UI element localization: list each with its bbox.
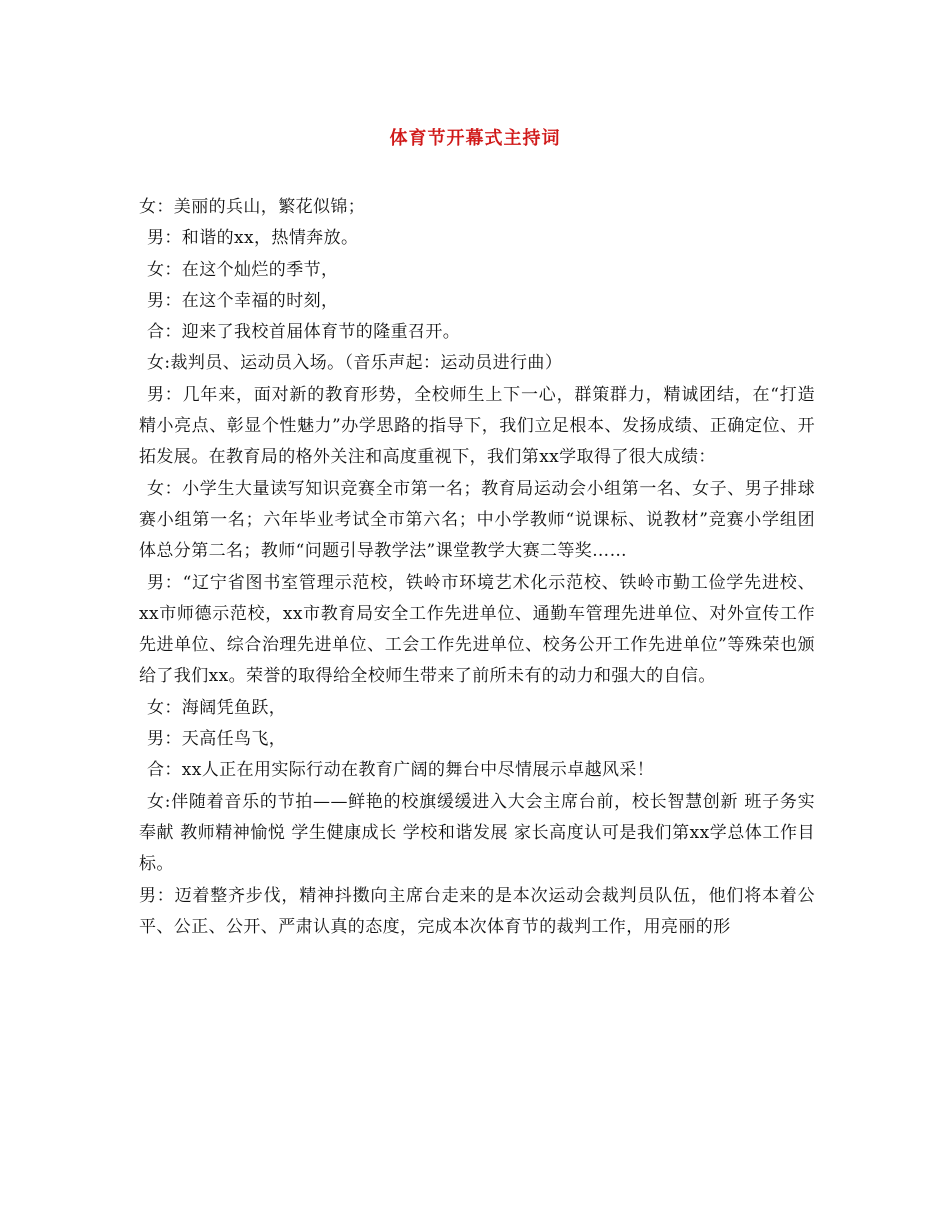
paragraph: 男：和谐的xx，热情奔放。 — [147, 228, 359, 249]
document-title: 体育节开幕式主持词 — [389, 128, 561, 149]
paragraph: 女：海阔凭鱼跃， — [147, 697, 287, 718]
document-body — [139, 192, 815, 943]
paragraph: 男：天高任鸟飞， — [147, 729, 287, 750]
paragraph: 男：几年来，面对新的教育形势，全校师生上下一心，群策群力，精诚团结，在“打造精小亮点、彰显个性魅力”办学思路的指导下，我们立足根本、发扬成绩、正确定位、开拓发展。在教育局的格外关注和高度重视下，我们第xx学取得了很大成绩： — [139, 384, 815, 468]
paragraph: 女：在这个灿烂的季节， — [147, 259, 339, 280]
paragraph: 男：“辽宁省图书室管理示范校，铁岭市环境艺术化示范校、铁岭市勤工俭学先进校、xx市师德示范校，xx市教育局安全工作先进单位、通勤车管理先进单位、对外宣传工作先进单位、综合治理先进单位、工会工作先进单位、校务公开工作先进单位”等殊荣也颁给了我们xx。荣誉的取得给全校师生带来了前所未有的动力和强大的自信。 — [139, 572, 815, 687]
paragraph: 女:裁判员、运动员入场。（音乐声起：运动员进行曲） — [147, 353, 563, 374]
paragraph: 女:伴随着音乐的节拍——鲜艳的校旗缓缓进入大会主席台前，校长智慧创新 班子务实奉献 教师精神愉悦 学生健康成长 学校和谐发展 家长高度认可是我们第xx学总体工作目标。 — [139, 791, 815, 875]
paragraph: 合：xx人正在用实际行动在教育广阔的舞台中尽情展示卓越风采！ — [147, 760, 655, 781]
paragraph: 合：迎来了我校首届体育节的隆重召开。 — [147, 322, 461, 343]
paragraph: 男：迈着整齐步伐，精神抖擞向主席台走来的是本次运动会裁判员队伍，他们将本着公平、公正、公开、严肃认真的态度，完成本次体育节的裁判工作，用亮丽的形 — [139, 885, 815, 937]
paragraph: 女：美丽的兵山，繁花似锦； — [139, 197, 366, 217]
paragraph: 男：在这个幸福的时刻， — [147, 290, 339, 311]
paragraph: 女：小学生大量读写知识竞赛全市第一名；教育局运动会小组第一名、女子、男子排球赛小组第一名；六年毕业考试全市第六名；中小学教师“说课标、说教材”竞赛小学组团体总分第二名；教师“问题引导教学法”课堂教学大赛二等奖…… — [139, 478, 815, 562]
